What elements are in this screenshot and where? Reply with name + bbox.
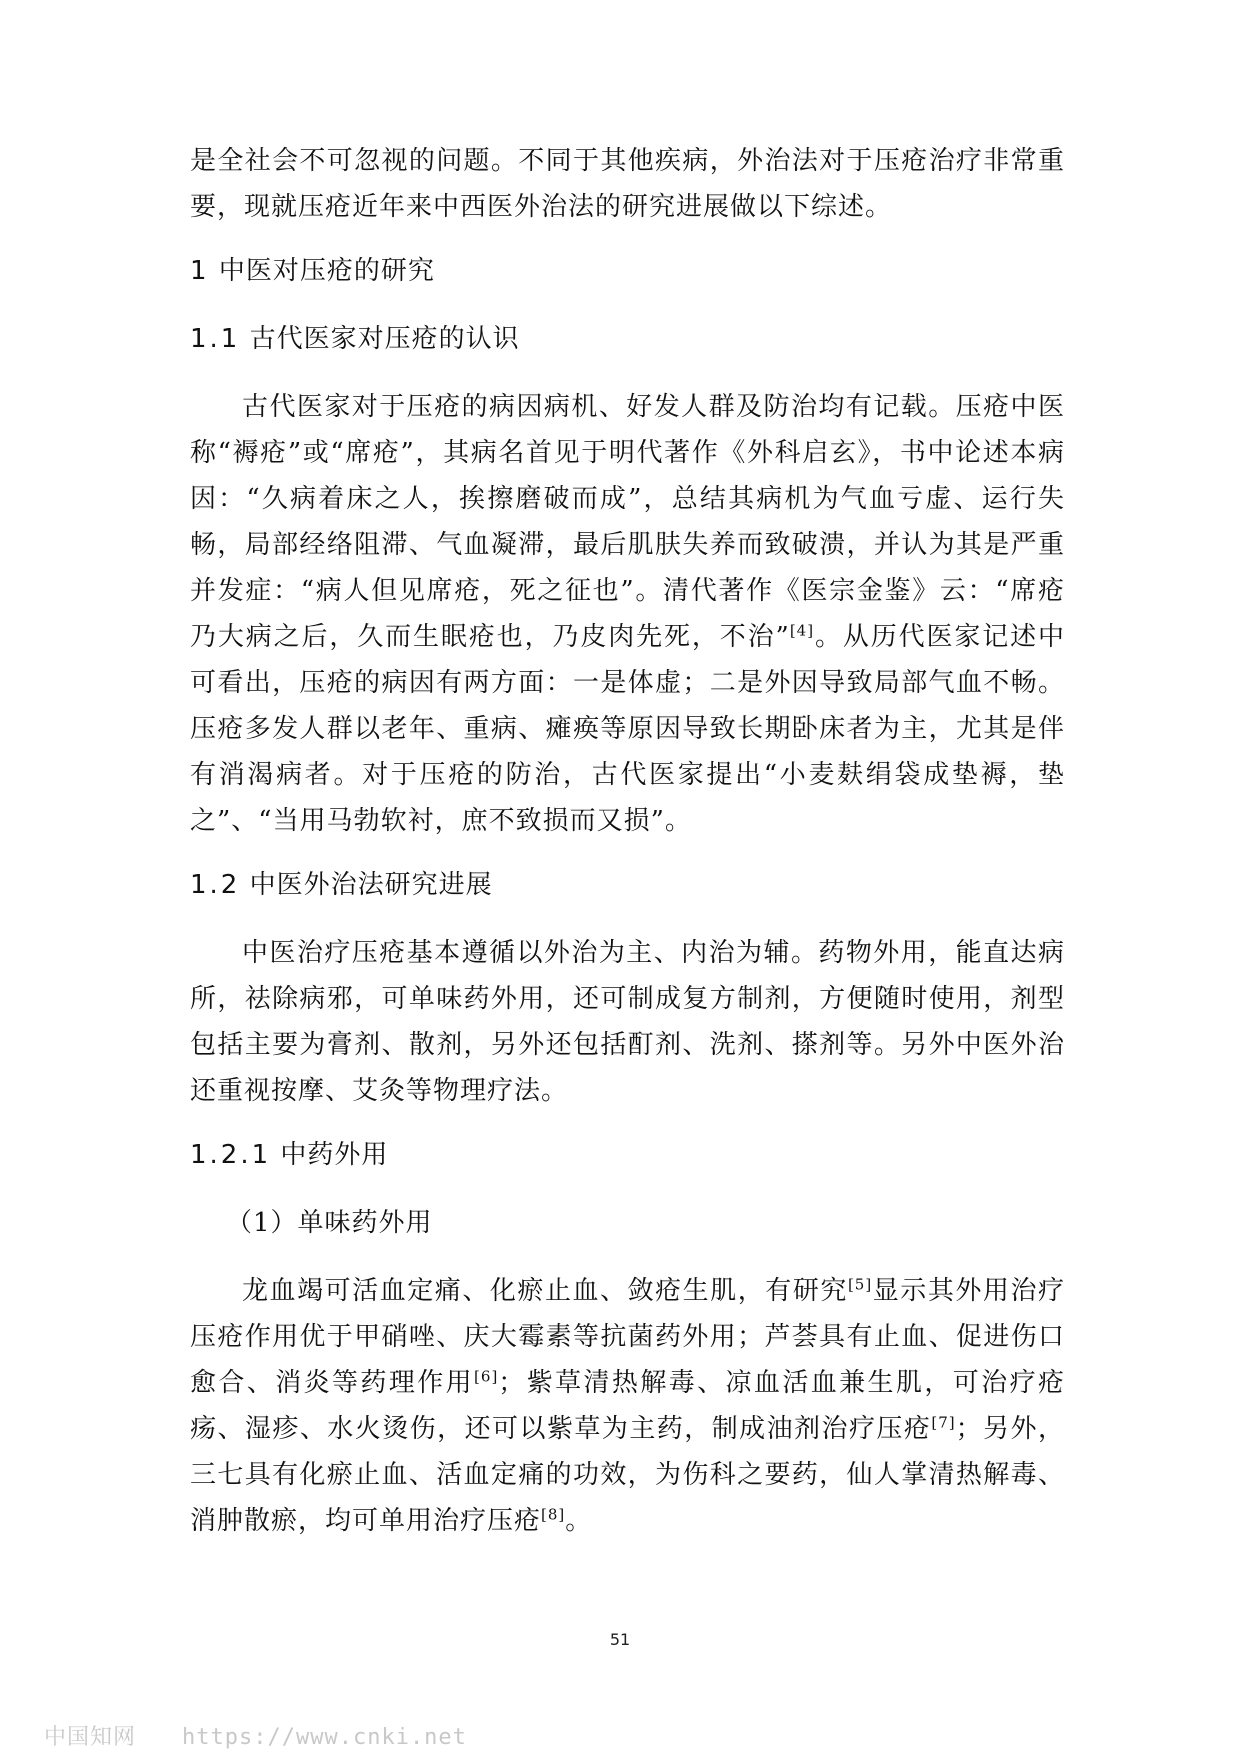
paragraph-text: 中医治疗压疮基本遵循以外治为主、内治为辅。药物外用，能直达病所，祛除病邪，可单味药外用，还可制成复方制剂，方便随时使用，剂型包括主要为膏剂、散剂，另外还包括酊剂、洗剂、搽剂等。另外中医外治还重视按摩、艾灸等物理疗法。 [190,938,1065,1106]
watermark-brand: 中国知网 [44,1725,137,1750]
section-title: 中医对压疮的研究 [218,256,435,286]
watermark-url: https://www.cnki.net [182,1725,467,1750]
section-number: 1.2 [190,870,241,900]
subheading-text: （1）单味药外用 [226,1208,433,1238]
section-heading-1-2-1 [190,1132,1065,1178]
citation-7: [7] [931,1413,956,1432]
section-number: 1.2.1 [190,1140,272,1170]
paragraph-text: 。从历代医家记述中可看出，压疮的病因有两方面：一是体虚；二是外因导致局部气血不畅。压疮多发人群以老年、重病、瘫痪等原因导致长期卧床者为主，尤其是伴有消渴病者。对于压疮的防治，古代医家提出“小麦麸绢袋成垫褥，垫之”、“当用马勃软衬，庶不致损而又损”。 [190,622,1065,836]
page-content [190,138,1065,1544]
section-title: 中医外治法研究进展 [249,870,493,900]
section-heading-1 [190,248,1065,294]
paragraph-single-herb [190,1268,1065,1544]
section-heading-1-2 [190,862,1065,908]
section-number: 1.1 [190,324,241,354]
citation-4: [4] [789,621,815,640]
intro-paragraph [190,138,1065,230]
citation-8: [8] [541,1505,566,1524]
section-heading-1-1 [190,316,1065,362]
citation-6: [6] [474,1367,499,1386]
section-number: 1 [190,256,210,286]
citation-5: [5] [847,1275,873,1294]
paragraph-ancient-understanding [190,384,1065,844]
section-title: 古代医家对压疮的认识 [249,324,520,354]
section-title: 中药外用 [280,1140,389,1170]
paragraph-text: 龙血竭可活血定痛、化瘀止血、敛疮生肌，有研究 [242,1276,848,1306]
paragraph-text: 。 [565,1506,593,1536]
paragraph-text: 显示其外用治疗压疮作用优于甲硝唑、庆大霉素等抗菌药外用；芦荟具有止血、促进伤口愈合、消炎等药理作用 [190,1276,1065,1398]
paragraph-text: ；另外，三七具有化瘀止血、活血定痛的功效，为伤科之要药，仙人掌清热解毒、消肿散瘀，均可单用治疗压疮 [190,1414,1065,1536]
subheading-single-herb [190,1200,1065,1246]
page-number: 51 [609,1630,631,1649]
paragraph-external-treatment [190,930,1065,1114]
paragraph-text: 古代医家对于压疮的病因病机、好发人群及防治均有记载。压疮中医称“褥疮”或“席疮”，其病名首见于明代著作《外科启玄》，书中论述本病因：“久病着床之人，挨擦磨破而成”，总结其病机为气血亏虚、运行失畅，局部经络阻滞、气血凝滞，最后肌肤失养而致破溃，并认为其是严重并发症：“病人但见席疮，死之征也”。清代著作《医宗金鉴》云：“席疮乃大病之后，久而生眠疮也，乃皮肉先死，不治” [190,392,1065,652]
paragraph-text: ；紫草清热解毒、凉血活血兼生肌，可治疗疮疡、湿疹、水火烫伤，还可以紫草为主药，制成油剂治疗压疮 [190,1368,1065,1444]
cnki-watermark [44,1720,467,1751]
intro-text: 是全社会不可忽视的问题。不同于其他疾病，外治法对于压疮治疗非常重要，现就压疮近年来中西医外治法的研究进展做以下综述。 [190,146,1065,222]
